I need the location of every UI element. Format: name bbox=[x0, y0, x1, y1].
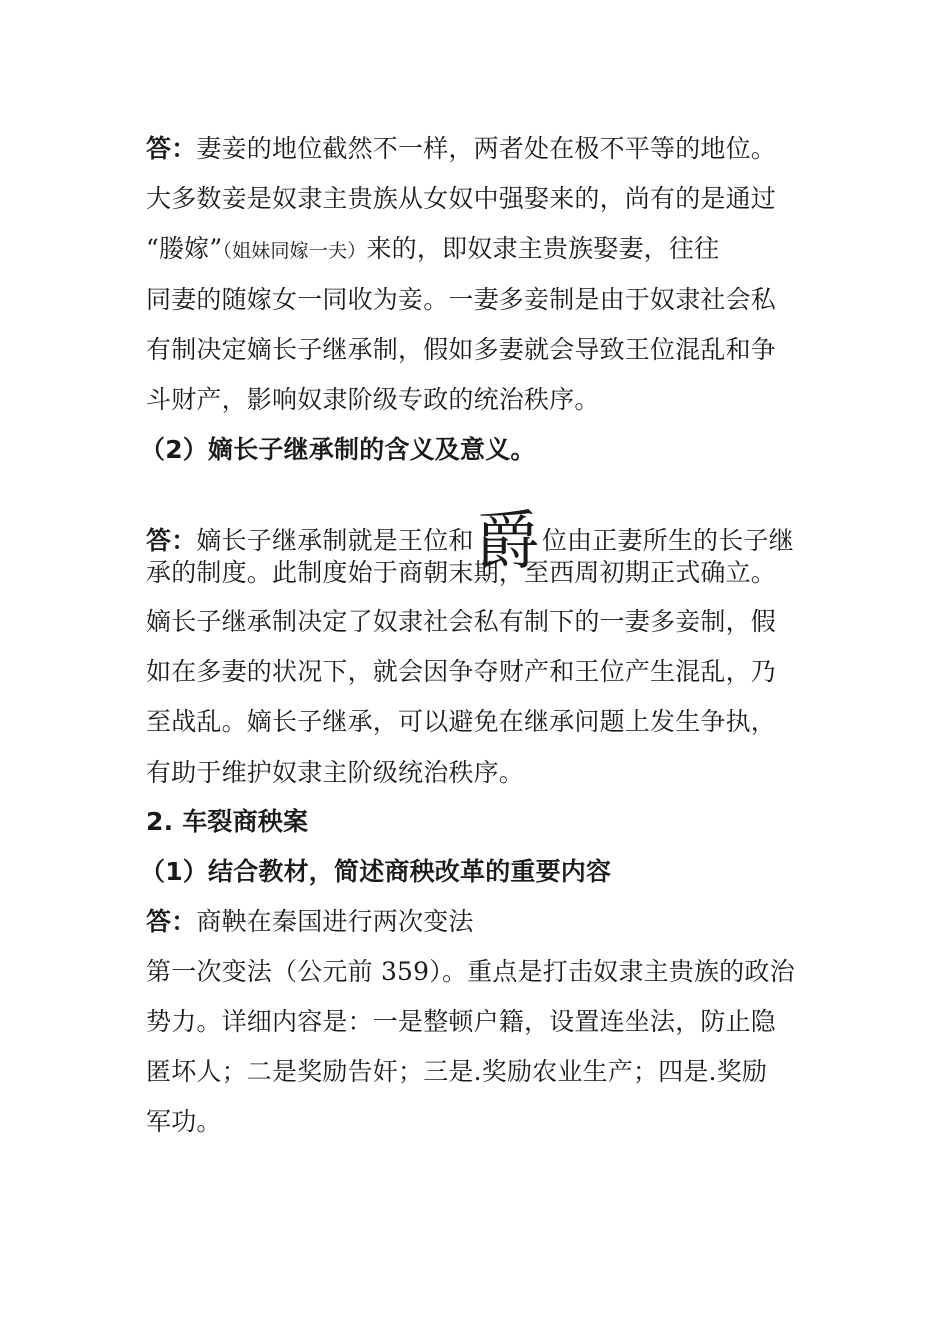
answer-paragraph-1-line-2: 大多数妾是奴隶主贵族从女奴中强娶来的，尚有的是通过 bbox=[146, 184, 777, 213]
quoted-term: “媵嫁” bbox=[146, 234, 223, 263]
line-text: 位由正妻所生的长子继 bbox=[541, 526, 794, 555]
answer-paragraph-3-line-4: 匿坏人；二是奖励告奸；三是.奖励农业生产；四是.奖励 bbox=[146, 1057, 768, 1086]
line-text: 来的，即奴隶主贵族娶妻，往往 bbox=[366, 234, 720, 263]
answer-paragraph-2-line-3: 嫡长子继承制决定了奴隶社会私有制下的一妻多妾制，假 bbox=[146, 607, 777, 636]
enlarged-character: 爵 bbox=[475, 505, 540, 579]
parenthetical-note: （姐妹同嫁一夫） bbox=[222, 240, 367, 262]
answer-paragraph-1-line-4: 同妻的随嫁女一同收为妾。一妻多妾制是由于奴隶社会私 bbox=[146, 285, 777, 314]
answer-label: 答： bbox=[146, 526, 197, 555]
answer-paragraph-3-line-3: 势力。详细内容是：一是整顿户籍，设置连坐法，防止隐 bbox=[146, 1007, 777, 1036]
answer-paragraph-3-line-5: 军功。 bbox=[146, 1107, 222, 1136]
line-text: 嫡长子继承制就是王位和 bbox=[196, 526, 474, 555]
answer-text: 妻妾的地位截然不一样，两者处在极不平等的地位。 bbox=[196, 134, 777, 163]
answer-label: 答： bbox=[146, 907, 197, 936]
question-heading-2: （2）嫡长子继承制的含义及意义。 bbox=[140, 435, 536, 464]
question-heading-1: （1）结合教材，简述商秧改革的重要内容 bbox=[140, 857, 612, 886]
answer-paragraph-3-line-1 bbox=[146, 906, 826, 938]
answer-paragraph-2-line-4: 如在多妻的状况下，就会因争夺财产和王位产生混乱，乃 bbox=[146, 657, 777, 686]
answer-paragraph-2-line-6: 有助于维护奴隶主阶级统治秩序。 bbox=[146, 758, 525, 787]
answer-text: 商鞅在秦国进行两次变法 bbox=[196, 907, 474, 936]
answer-paragraph-1-line-1 bbox=[146, 133, 826, 165]
answer-label: 答： bbox=[146, 134, 197, 163]
answer-paragraph-1-line-6: 斗财产，影响奴隶阶级专政的统治秩序。 bbox=[146, 385, 600, 414]
answer-paragraph-3-line-2: 第一次变法（公元前 359）。重点是打击奴隶主贵族的政治 bbox=[146, 957, 795, 986]
answer-paragraph-2-line-2: 承的制度。此制度始于商朝末期，至西周初期正式确立。 bbox=[146, 558, 777, 587]
answer-paragraph-1-line-5: 有制决定嫡长子继承制，假如多妻就会导致王位混乱和争 bbox=[146, 335, 777, 364]
answer-paragraph-2-line-5: 至战乱。嫡长子继承，可以避免在继承问题上发生争执， bbox=[146, 707, 777, 736]
answer-paragraph-1-line-3 bbox=[146, 233, 826, 267]
section-heading-2: 2. 车裂商秧案 bbox=[146, 807, 309, 836]
